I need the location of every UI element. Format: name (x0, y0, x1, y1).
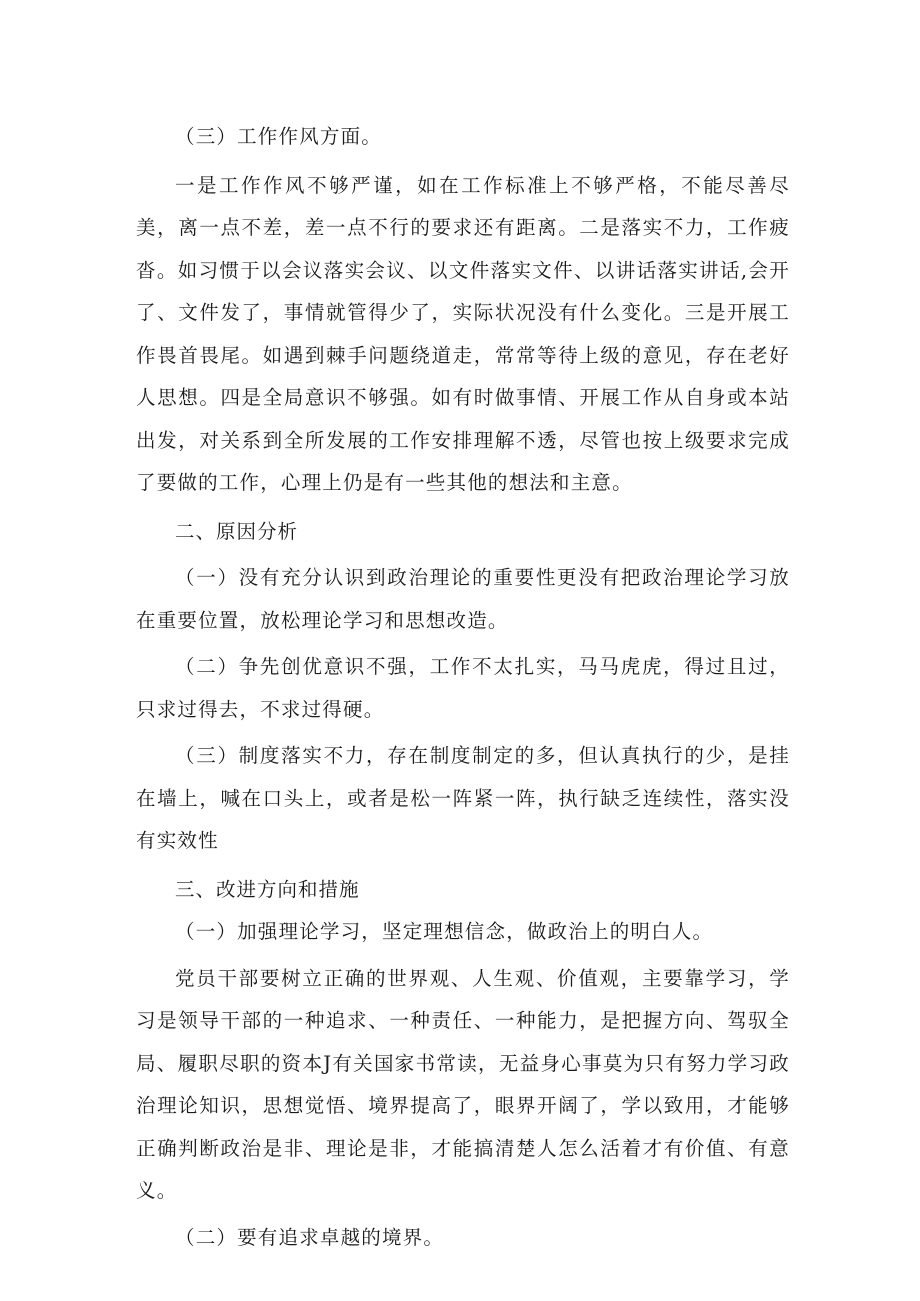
paragraph-measure-1: 党员干部要树立正确的世界观、人生观、价值观，主要靠学习，学习是领导干部的一种追求、一种责任、一种能力，是把握方向、驾驭全局、履职尽职的资本J有关国家书常读，无益身心事莫为只有努力学习政治理论知识，思想觉悟、境界提高了，眼界开阔了，学以致用，才能够正确判断政治是非、理论是非，才能搞清楚人怎么活着才有价值、有意义。 (136, 966, 790, 1202)
paragraph-cause-1: （一）没有充分认识到政治理论的重要性更没有把政治理论学习放在重要位置，放松理论学习和思想改造。 (136, 566, 790, 632)
document-body (136, 116, 790, 1259)
heading-improvement-measures: 三、改进方向和措施 (175, 877, 360, 901)
paragraph-cause-2: （二）争先创优意识不强，工作不太扎实，马马虎虎，得过且过，只求过得去，不求过得硬。 (136, 655, 790, 721)
subtitle-measure-1: （一）加强理论学习，坚定理想信念，做政治上的明白人。 (175, 920, 714, 943)
paragraph-cause-3: （三）制度落实不力，存在制度制定的多，但认真执行的少，是挂在墙上，喊在口头上，或者是松一阵紧一阵，执行缺乏连续性，落实没有实效性 (136, 744, 790, 852)
subtitle-measure-2: （二）要有追求卓越的境界。 (175, 1225, 445, 1249)
section-subtitle-work-style: （三）工作作风方面。 (175, 125, 383, 148)
paragraph-work-style: 一是工作作风不够严谨，如在工作标准上不够严格，不能尽善尽美，离一点不差，差一点不行的要求还有距离。二是落实不力，工作疲沓。如习惯于以会议落实会议、以文件落实文件、以讲话落实讲话,会开了、文件发了，事情就管得少了，实际状况没有什么变化。三是开展工作畏首畏尾。如遇到棘手问题绕道走，常常等待上级的意见，存在老好人思想。四是全局意识不够强。如有时做事情、开展工作从自身或本站出发，对关系到全所发展的工作安排理解不透，尽管也按上级要求完成了要做的工作，心理上仍是有一些其他的想法和主意。 (136, 173, 790, 494)
heading-cause-analysis: 二、原因分析 (175, 519, 299, 543)
